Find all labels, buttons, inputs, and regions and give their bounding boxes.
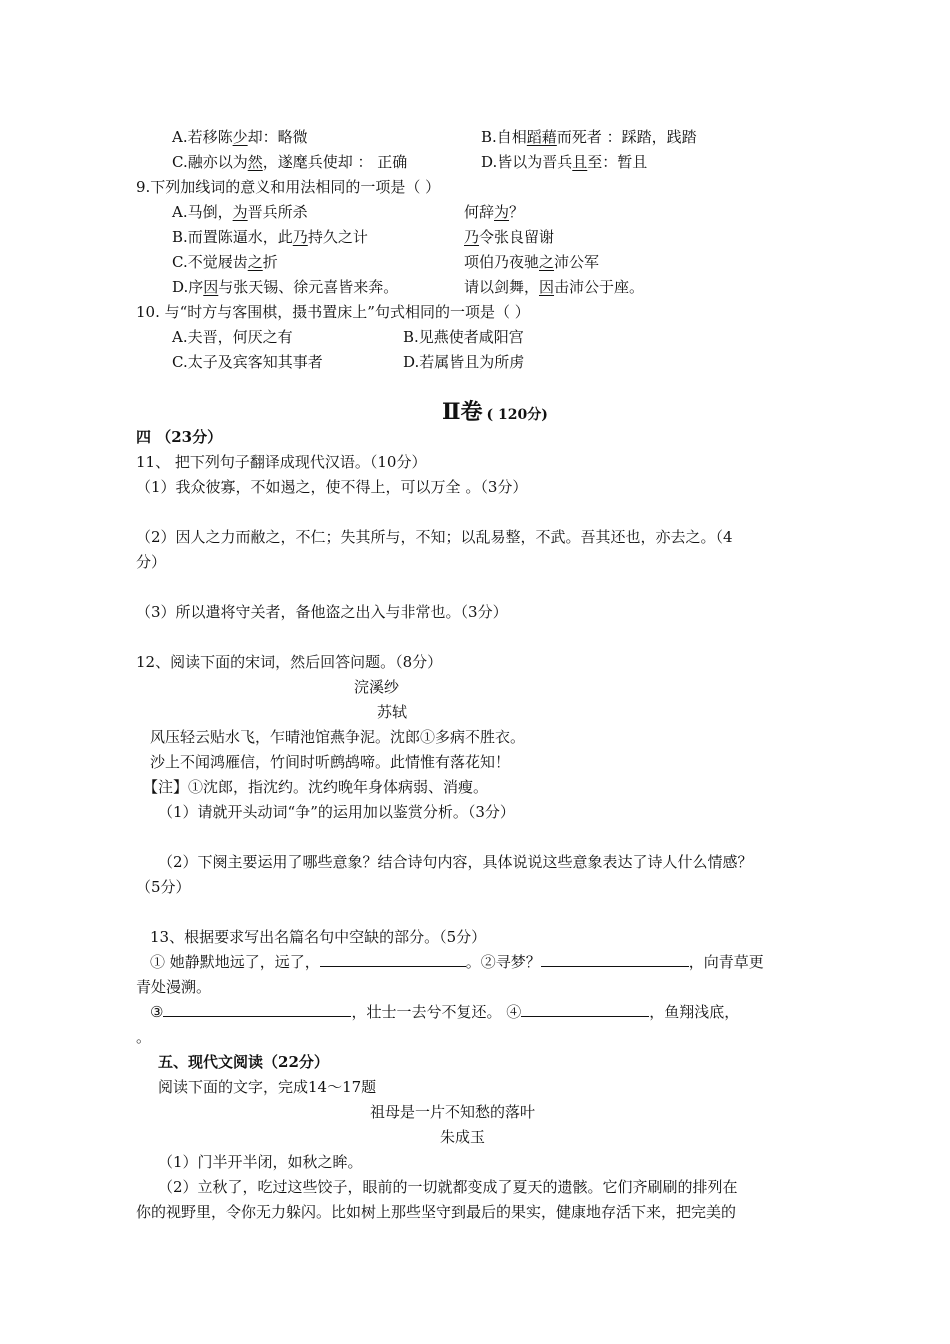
article-title: 祖母是一片不知愁的落叶	[370, 1103, 536, 1121]
answer-blank-3[interactable]	[163, 1002, 351, 1017]
q8-option-c: C.融亦以为然，遂麾兵使却 ： 正确	[172, 153, 408, 171]
q9-option-a-left: A.马倒，为晋兵所杀	[172, 203, 308, 221]
q9-option-b-right: 乃令张良留谢	[464, 228, 555, 246]
q11-item-2: （2）因人之力而敝之，不仁；失其所与，不知；以乱易整，不武。吾其还也，亦去之。（4	[136, 528, 733, 546]
q10-option-d: D.若属皆且为所虏	[403, 353, 525, 371]
poem-line-1: 风压轻云贴水飞，乍晴池馆燕争泥。沈郎①多病不胜衣。	[150, 728, 526, 746]
q10-option-a: A.夫晋，何厌之有	[172, 328, 293, 346]
answer-blank-1[interactable]	[320, 952, 466, 967]
article-paragraph-2-cont: 你的视野里，令你无力躲闪。比如树上那些坚守到最后的果实，健康地存活下来，把完美的	[136, 1203, 737, 1221]
poem-title: 浣溪纱	[354, 678, 400, 696]
q8-option-d: D.皆以为晋兵且至：暂且	[481, 153, 648, 171]
q13-line-3: ③ ，壮士一去兮不复还。 ④ ，鱼翔浅底，	[150, 1003, 740, 1021]
q9-option-d-right: 请以剑舞，因击沛公于座。	[464, 278, 645, 296]
article-paragraph-1: （1）门半开半闭，如秋之眸。	[158, 1153, 363, 1171]
q12-item-2: （2）下阕主要运用了哪些意象？结合诗句内容，具体说说这些意象表达了诗人什么情感？	[158, 853, 753, 871]
q12-item-2-cont: （5分）	[136, 878, 191, 896]
part2-heading: Ⅱ卷 ( 120分)	[442, 399, 548, 425]
poem-author: 苏轼	[377, 703, 408, 721]
answer-blank-4[interactable]	[521, 1002, 649, 1017]
q13-line-4: 。	[136, 1028, 152, 1046]
q9-option-d-left: D.序因与张天锡、徐元喜皆来奔。	[172, 278, 399, 296]
q9-option-a-right: 何辞为？	[464, 203, 525, 221]
q12-item-1: （1）请就开头动词“争”的运用加以鉴赏分析。（3分）	[158, 803, 515, 821]
q10-stem: 10. 与“时方与客围棋，摄书置床上”句式相同的一项是（ ）	[136, 303, 530, 321]
section5-heading: 五、现代文阅读（22分）	[158, 1053, 329, 1071]
q11-item-3: （3）所以遣将守关者，备他盗之出入与非常也。（3分）	[136, 603, 508, 621]
q13-stem: 13、根据要求写出名篇名句中空缺的部分。（5分）	[150, 928, 487, 946]
q13-line-2: 青处漫溯。	[136, 978, 212, 996]
q13-line-1: ① 她静默地远了，远了， 。②寻梦？ ，向青草更	[150, 953, 764, 971]
article-paragraph-2: （2）立秋了，吃过这些饺子，眼前的一切就都变成了夏天的遗骸。它们齐刷刷的排列在	[158, 1178, 738, 1196]
poem-note: 【注】①沈郎，指沈约。沈约晚年身体病弱、消瘦。	[143, 778, 489, 796]
q11-item-2-cont: 分）	[136, 553, 167, 571]
q8-option-a: A.若移陈少却：略微	[172, 128, 308, 146]
q10-option-b: B.见燕使者咸阳宫	[403, 328, 524, 346]
answer-blank-2[interactable]	[541, 952, 689, 967]
section4-heading: 四 （23分）	[136, 428, 223, 446]
article-author: 朱成玉	[440, 1128, 486, 1146]
reading-intro: 阅读下面的文字，完成14～17题	[158, 1078, 377, 1096]
q11-item-1: （1）我众彼寡，不如遏之，使不得上，可以万全 。（3分）	[136, 478, 528, 496]
q9-option-c-right: 项伯乃夜驰之沛公军	[464, 253, 600, 271]
q9-stem: 9.下列加线词的意义和用法相同的一项是（ ）	[136, 178, 441, 196]
q9-option-b-left: B.而置陈逼水，此乃持久之计	[172, 228, 368, 246]
poem-line-2: 沙上不闻鸿雁信，竹间时听鹧鸪啼。此情惟有落花知！	[150, 753, 511, 771]
q9-option-c-left: C.不觉屐齿之折	[172, 253, 278, 271]
q12-stem: 12、阅读下面的宋词，然后回答问题。（8分）	[136, 653, 443, 671]
q8-option-b: B.自相蹈藉而死者 ：踩踏，践踏	[481, 128, 697, 146]
q11-stem: 11、 把下列句子翻译成现代汉语。（10分）	[136, 453, 427, 471]
q10-option-c: C.太子及宾客知其事者	[172, 353, 323, 371]
